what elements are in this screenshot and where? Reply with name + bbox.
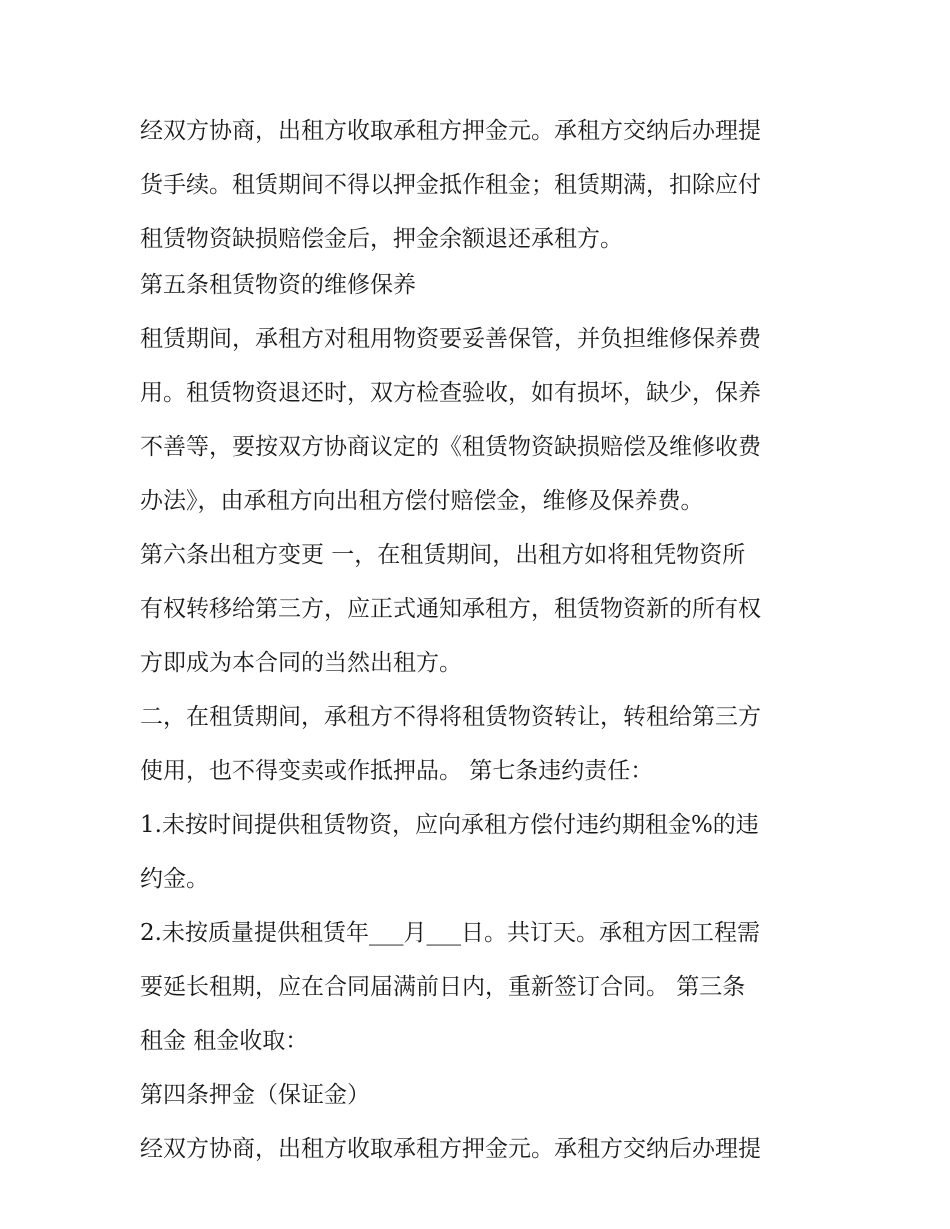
text-line: 二，在租赁期间，承租方不得将租赁物资转让，转租给第三方 bbox=[140, 704, 761, 730]
text-line: 经双方协商，出租方收取承租方押金元。承租方交纳后办理提 bbox=[140, 118, 761, 144]
text-line: 经双方协商，出租方收取承租方押金元。承租方交纳后办理提 bbox=[140, 1136, 761, 1162]
text-line: 不善等，要按双方协商议定的《租赁物资缺损赔偿及维修收费 bbox=[140, 434, 761, 460]
section-heading: 第四条押金（保证金） bbox=[140, 1082, 370, 1108]
text-line: 第六条出租方变更 一，在租赁期间，出租方如将租凭物资所 bbox=[140, 542, 746, 568]
text-line: 用。租赁物资退还时，双方检查验收，如有损坏，缺少，保养 bbox=[140, 380, 761, 406]
document-body bbox=[140, 108, 820, 1172]
text-line: 约金。 bbox=[140, 866, 209, 892]
text-line: 货手续。租赁期间不得以押金抵作租金；租赁期满，扣除应付 bbox=[140, 172, 761, 198]
text-line: 租赁物资缺损赔偿金后，押金余额退还承租方。 bbox=[140, 226, 623, 252]
text-line: 2.未按质量提供租赁年___月___日。共订天。承租方因工程需 bbox=[140, 920, 760, 946]
text-line: 使用，也不得变卖或作抵押品。 第七条违约责任： bbox=[140, 758, 654, 784]
text-line: 1.未按时间提供租赁物资，应向承租方偿付违约期租金%的违 bbox=[140, 812, 759, 838]
text-line: 租金 租金收取： bbox=[140, 1028, 309, 1054]
text-line: 方即成为本合同的当然出租方。 bbox=[140, 650, 462, 676]
section-heading: 第五条租赁物资的维修保养 bbox=[140, 272, 416, 298]
text-line: 办法》，由承租方向出租方偿付赔偿金，维修及保养费。 bbox=[140, 488, 704, 514]
text-line: 租赁期间，承租方对租用物资要妥善保管，并负担维修保养费 bbox=[140, 326, 761, 352]
text-line: 有权转移给第三方，应正式通知承租方，租赁物资新的所有权 bbox=[140, 596, 761, 622]
text-line: 要延长租期，应在合同届满前日内，重新签订合同。 第三条 bbox=[140, 974, 746, 1000]
